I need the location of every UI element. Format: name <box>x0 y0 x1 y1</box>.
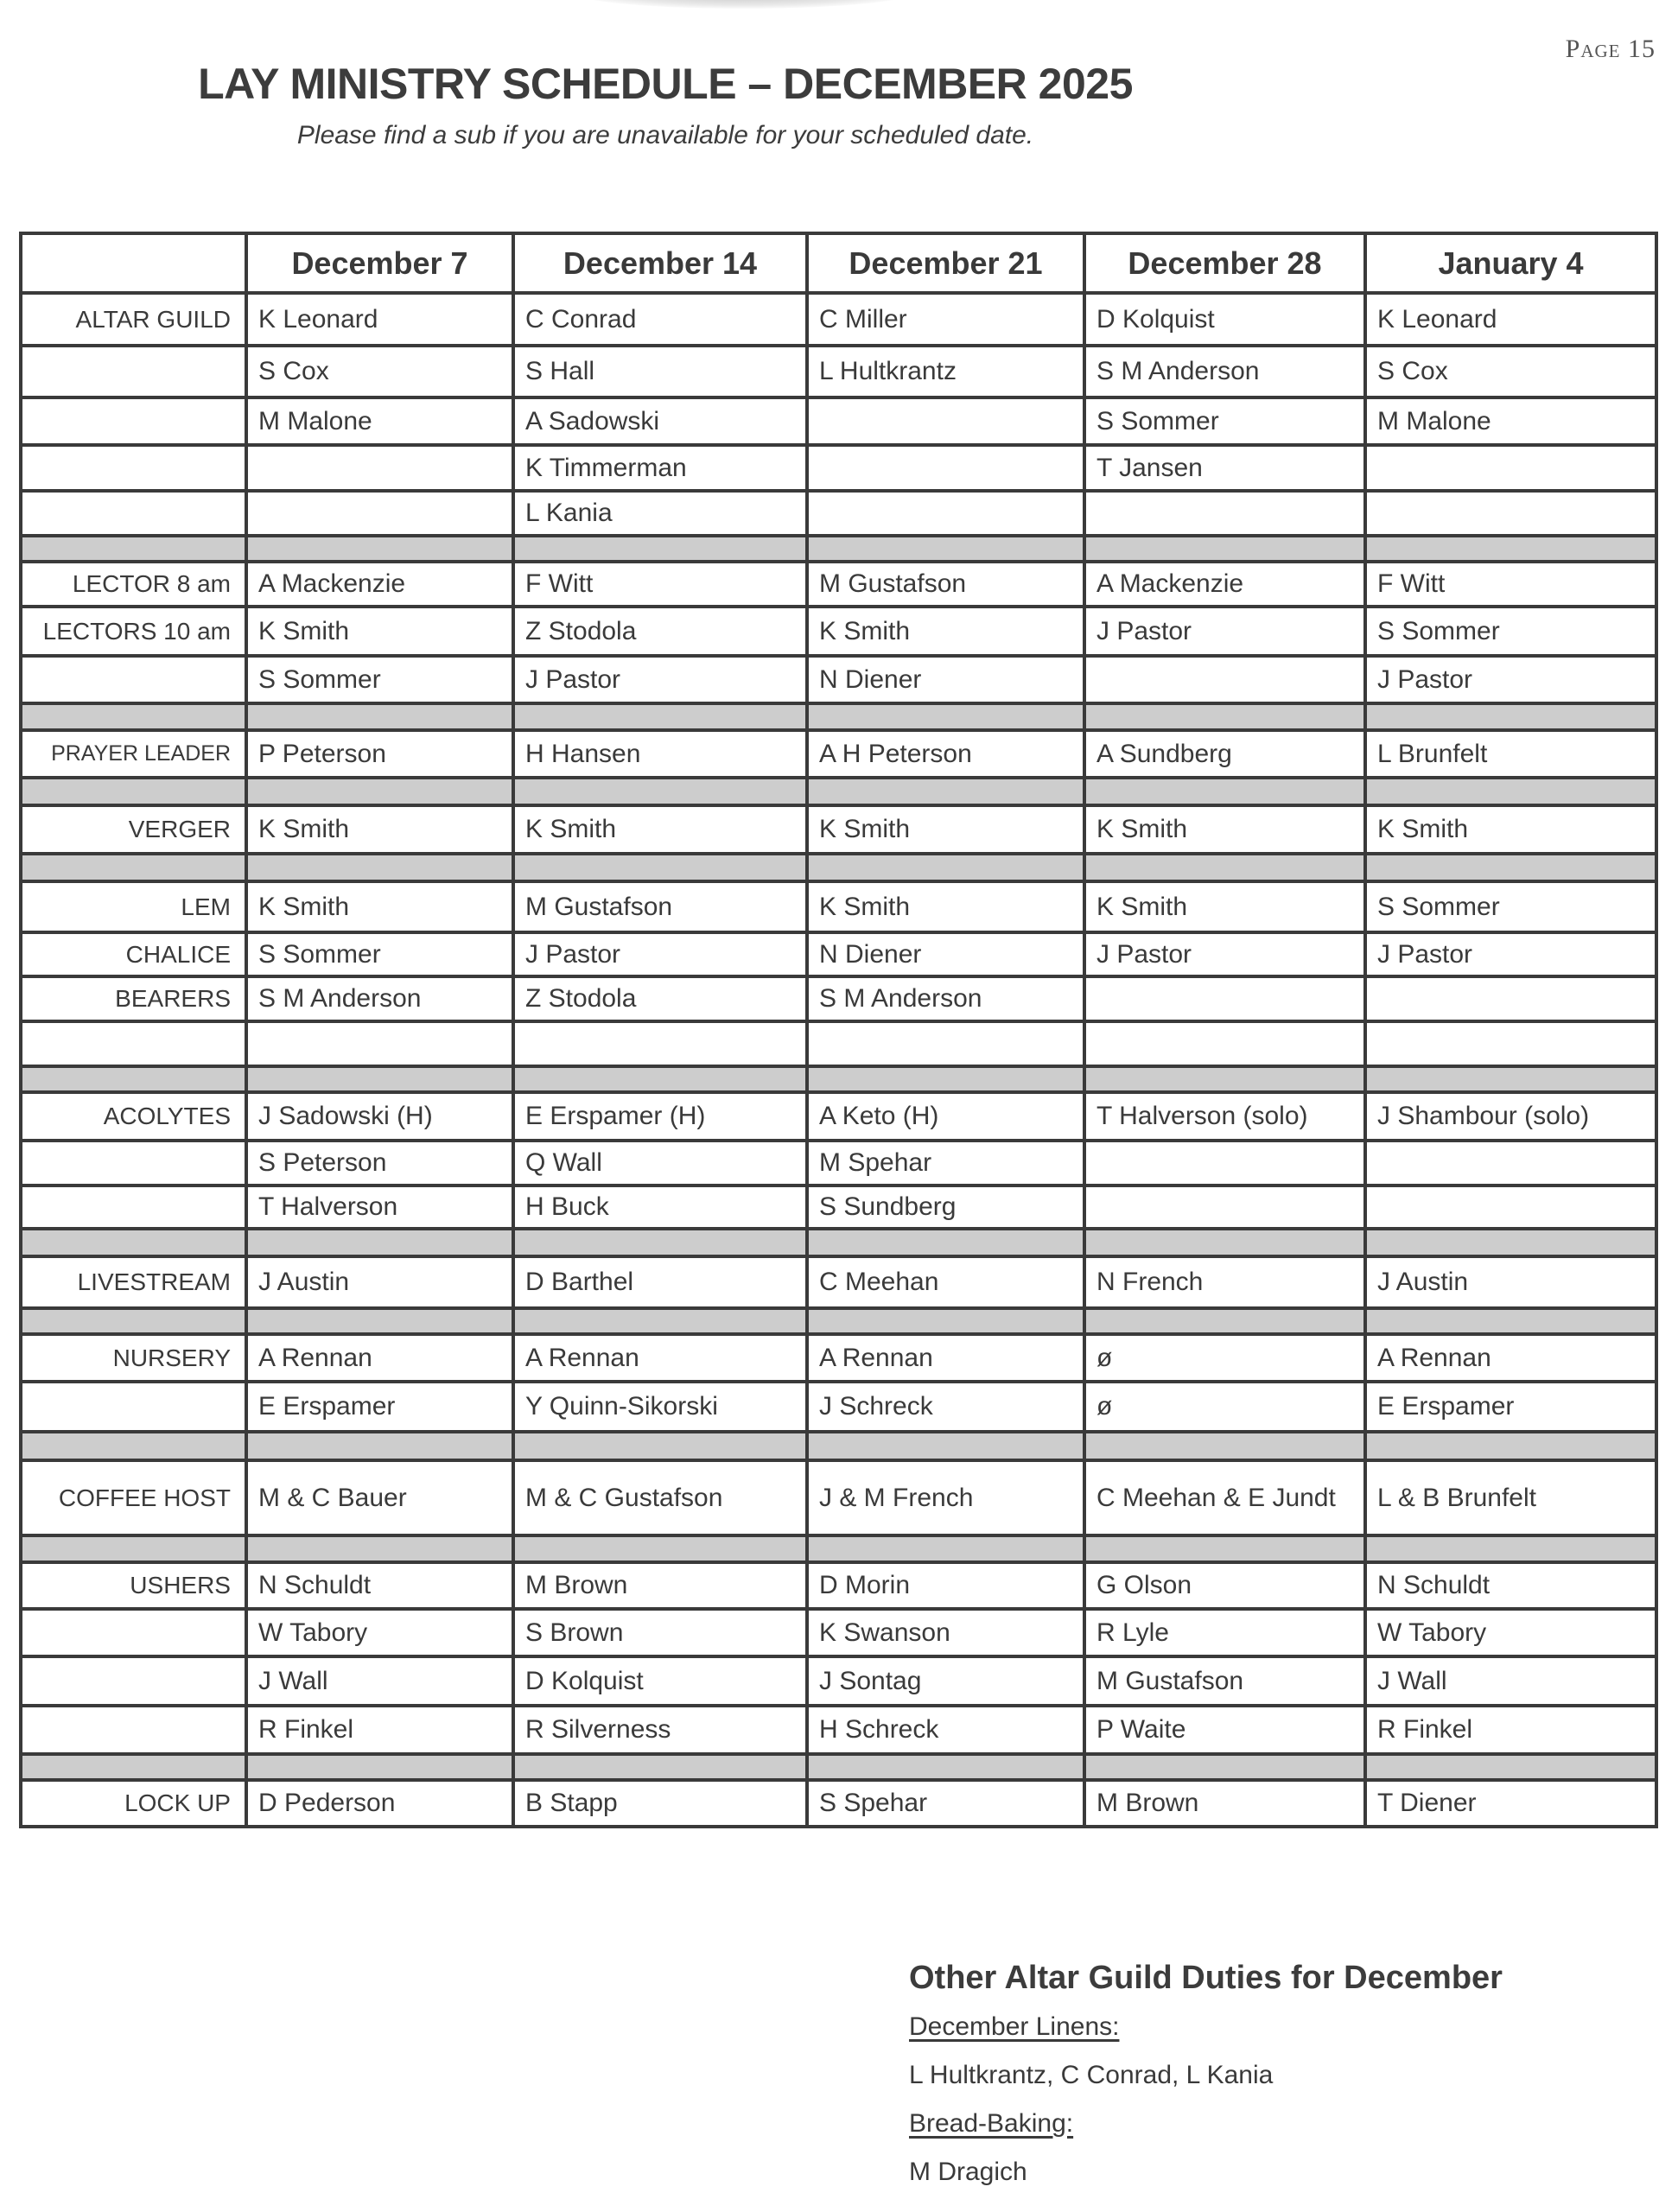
role-label: BEARERS <box>21 976 246 1021</box>
assignment-cell <box>1365 1021 1656 1066</box>
separator-row <box>21 1308 1656 1334</box>
assignment-cell: S M Anderson <box>807 976 1084 1021</box>
separator-cell <box>1365 1535 1656 1562</box>
assignment-cell: G Olson <box>1084 1562 1365 1609</box>
other-duties-heading: Other Altar Guild Duties for December <box>909 1960 1503 1996</box>
separator-cell <box>1084 536 1365 562</box>
separator-cell <box>807 778 1084 805</box>
separator-cell <box>1365 1432 1656 1460</box>
column-header: December 28 <box>1084 233 1365 293</box>
separator-cell <box>1365 778 1656 805</box>
separator-cell <box>807 703 1084 730</box>
role-label: NURSERY <box>21 1334 246 1382</box>
role-label <box>21 1609 246 1656</box>
separator-cell <box>513 1535 807 1562</box>
separator-row <box>21 703 1656 730</box>
column-header: December 21 <box>807 233 1084 293</box>
assignment-cell: S M Anderson <box>1084 346 1365 397</box>
separator-cell <box>1365 536 1656 562</box>
assignment-cell: W Tabory <box>1365 1609 1656 1656</box>
separator-cell <box>1084 1754 1365 1780</box>
separator-cell <box>513 703 807 730</box>
column-header: December 7 <box>246 233 513 293</box>
separator-cell <box>246 778 513 805</box>
assignment-cell: J Pastor <box>513 932 807 976</box>
table-row <box>21 932 1656 976</box>
assignment-cell: A Rennan <box>1365 1334 1656 1382</box>
role-label: ALTAR GUILD <box>21 293 246 346</box>
table-row <box>21 1609 1656 1656</box>
separator-cell <box>21 536 246 562</box>
separator-cell <box>1365 854 1656 881</box>
assignment-cell: S M Anderson <box>246 976 513 1021</box>
assignment-cell: S Hall <box>513 346 807 397</box>
assignment-cell <box>1365 445 1656 491</box>
assignment-cell: A Rennan <box>807 1334 1084 1382</box>
table-row <box>21 881 1656 932</box>
separator-row <box>21 1066 1656 1092</box>
assignment-cell: P Peterson <box>246 730 513 778</box>
role-label: CHALICE <box>21 932 246 976</box>
table-row <box>21 1185 1656 1229</box>
assignment-cell: S Brown <box>513 1609 807 1656</box>
assignment-cell: A Sadowski <box>513 397 807 445</box>
assignment-cell <box>246 491 513 536</box>
assignment-cell: R Finkel <box>1365 1706 1656 1754</box>
assignment-cell: W Tabory <box>246 1609 513 1656</box>
assignment-cell: J Wall <box>246 1656 513 1706</box>
separator-cell <box>1084 778 1365 805</box>
assignment-cell: J Pastor <box>1084 932 1365 976</box>
role-label: VERGER <box>21 805 246 854</box>
separator-cell <box>1084 1535 1365 1562</box>
table-row <box>21 293 1656 346</box>
table-row <box>21 1334 1656 1382</box>
assignment-cell: S Spehar <box>807 1780 1084 1827</box>
assignment-cell: K Leonard <box>246 293 513 346</box>
table-row <box>21 1256 1656 1308</box>
assignment-cell: K Smith <box>807 881 1084 932</box>
separator-cell <box>246 1754 513 1780</box>
role-label: PRAYER LEADER <box>21 730 246 778</box>
assignment-cell <box>1084 1021 1365 1066</box>
assignment-cell <box>1365 491 1656 536</box>
separator-cell <box>21 1754 246 1780</box>
role-label <box>21 1021 246 1066</box>
table-row <box>21 445 1656 491</box>
separator-cell <box>513 1432 807 1460</box>
separator-cell <box>513 1066 807 1092</box>
assignment-cell: M Brown <box>1084 1780 1365 1827</box>
assignment-cell: J Pastor <box>1365 656 1656 703</box>
role-label <box>21 1382 246 1432</box>
schedule-body <box>21 293 1656 1827</box>
separator-cell <box>246 1308 513 1334</box>
separator-row <box>21 854 1656 881</box>
assignment-cell: K Smith <box>1084 881 1365 932</box>
assignment-cell: J Austin <box>246 1256 513 1308</box>
assignment-cell: C Meehan & E Jundt <box>1084 1460 1365 1535</box>
other-duties-section <box>909 1960 1652 2206</box>
table-row <box>21 346 1656 397</box>
assignment-cell: K Smith <box>1365 805 1656 854</box>
separator-cell <box>21 1535 246 1562</box>
separator-cell <box>21 703 246 730</box>
assignment-cell: L & B Brunfelt <box>1365 1460 1656 1535</box>
assignment-cell: S Cox <box>1365 346 1656 397</box>
assignment-cell: S Sundberg <box>807 1185 1084 1229</box>
page-number: Page 15 <box>1565 35 1656 63</box>
table-row <box>21 1382 1656 1432</box>
separator-cell <box>246 1432 513 1460</box>
duty-value-linens: L Hultkrantz, C Conrad, L Kania <box>909 2061 1274 2089</box>
assignment-cell: N Diener <box>807 656 1084 703</box>
table-row <box>21 730 1656 778</box>
role-label <box>21 1656 246 1706</box>
assignment-cell <box>1084 976 1365 1021</box>
role-label: USHERS <box>21 1562 246 1609</box>
assignment-cell: A Rennan <box>513 1334 807 1382</box>
separator-cell <box>1084 1432 1365 1460</box>
duty-label-bread: Bread-Baking: <box>909 2109 1074 2138</box>
assignment-cell: A Rennan <box>246 1334 513 1382</box>
assignment-cell: L Hultkrantz <box>807 346 1084 397</box>
assignment-cell: D Morin <box>807 1562 1084 1609</box>
assignment-cell: K Smith <box>807 607 1084 656</box>
table-row <box>21 1092 1656 1141</box>
assignment-cell: H Schreck <box>807 1706 1084 1754</box>
table-row <box>21 1460 1656 1535</box>
assignment-cell: J Sadowski (H) <box>246 1092 513 1141</box>
separator-cell <box>1084 703 1365 730</box>
assignment-cell: K Smith <box>246 805 513 854</box>
assignment-cell: A Mackenzie <box>1084 562 1365 607</box>
table-row <box>21 656 1656 703</box>
separator-cell <box>1084 1229 1365 1256</box>
assignment-cell: H Buck <box>513 1185 807 1229</box>
separator-cell <box>513 1754 807 1780</box>
assignment-cell: M & C Gustafson <box>513 1460 807 1535</box>
assignment-cell <box>1365 1141 1656 1185</box>
separator-cell <box>1365 703 1656 730</box>
separator-cell <box>513 1308 807 1334</box>
separator-cell <box>246 854 513 881</box>
assignment-cell <box>1365 1185 1656 1229</box>
separator-cell <box>807 1308 1084 1334</box>
assignment-cell: B Stapp <box>513 1780 807 1827</box>
separator-cell <box>807 1754 1084 1780</box>
separator-row <box>21 1754 1656 1780</box>
assignment-cell: E Erspamer (H) <box>513 1092 807 1141</box>
table-row <box>21 1021 1656 1066</box>
assignment-cell: D Pederson <box>246 1780 513 1827</box>
duty-label-linens: December Linens: <box>909 2012 1120 2041</box>
assignment-cell: S Sommer <box>246 656 513 703</box>
assignment-cell: Z Stodola <box>513 607 807 656</box>
assignment-cell: J Pastor <box>513 656 807 703</box>
table-row <box>21 1141 1656 1185</box>
assignment-cell: S Cox <box>246 346 513 397</box>
separator-cell <box>807 1066 1084 1092</box>
separator-cell <box>246 703 513 730</box>
assignment-cell: K Timmerman <box>513 445 807 491</box>
assignment-cell: S Sommer <box>246 932 513 976</box>
separator-cell <box>1084 854 1365 881</box>
assignment-cell: K Swanson <box>807 1609 1084 1656</box>
role-label: ACOLYTES <box>21 1092 246 1141</box>
assignment-cell: T Halverson (solo) <box>1084 1092 1365 1141</box>
assignment-cell: C Conrad <box>513 293 807 346</box>
role-label: LECTORS 10 am <box>21 607 246 656</box>
assignment-cell: T Halverson <box>246 1185 513 1229</box>
assignment-cell: R Silverness <box>513 1706 807 1754</box>
assignment-cell: Z Stodola <box>513 976 807 1021</box>
assignment-cell: J Schreck <box>807 1382 1084 1432</box>
page-title: LAY MINISTRY SCHEDULE – DECEMBER 2025 <box>198 60 1133 108</box>
assignment-cell: S Sommer <box>1365 607 1656 656</box>
separator-cell <box>1084 1066 1365 1092</box>
assignment-cell: J Pastor <box>1084 607 1365 656</box>
separator-cell <box>21 1432 246 1460</box>
assignment-cell: A H Peterson <box>807 730 1084 778</box>
assignment-cell: K Smith <box>246 881 513 932</box>
assignment-cell: D Barthel <box>513 1256 807 1308</box>
page-subtitle: Please find a sub if you are unavailable for your scheduled date. <box>296 121 1034 149</box>
assignment-cell: ø <box>1084 1334 1365 1382</box>
assignment-cell: F Witt <box>513 562 807 607</box>
table-row <box>21 976 1656 1021</box>
table-row <box>21 805 1656 854</box>
role-label: LOCK UP <box>21 1780 246 1827</box>
separator-cell <box>513 536 807 562</box>
table-row <box>21 397 1656 445</box>
assignment-cell: R Lyle <box>1084 1609 1365 1656</box>
role-label <box>21 1185 246 1229</box>
separator-row <box>21 778 1656 805</box>
assignment-cell: M Spehar <box>807 1141 1084 1185</box>
assignment-cell: M Gustafson <box>513 881 807 932</box>
role-label <box>21 445 246 491</box>
separator-cell <box>21 854 246 881</box>
role-label: COFFEE HOST <box>21 1460 246 1535</box>
separator-cell <box>513 778 807 805</box>
assignment-cell: N Diener <box>807 932 1084 976</box>
assignment-cell: E Erspamer <box>1365 1382 1656 1432</box>
table-row <box>21 1706 1656 1754</box>
separator-cell <box>246 536 513 562</box>
role-label: LECTOR 8 am <box>21 562 246 607</box>
assignment-cell: K Smith <box>513 805 807 854</box>
role-label <box>21 491 246 536</box>
table-row <box>21 1780 1656 1827</box>
assignment-cell: N Schuldt <box>246 1562 513 1609</box>
duty-value-bread: M Dragich <box>909 2158 1027 2186</box>
assignment-cell: M Gustafson <box>1084 1656 1365 1706</box>
assignment-cell <box>807 491 1084 536</box>
assignment-cell <box>246 1021 513 1066</box>
table-row <box>21 562 1656 607</box>
assignment-cell: C Meehan <box>807 1256 1084 1308</box>
role-label <box>21 656 246 703</box>
table-row <box>21 1562 1656 1609</box>
assignment-cell: R Finkel <box>246 1706 513 1754</box>
role-label <box>21 1141 246 1185</box>
separator-cell <box>246 1535 513 1562</box>
table-row <box>21 491 1656 536</box>
header-row <box>21 233 1656 293</box>
separator-cell <box>1084 1308 1365 1334</box>
assignment-cell: P Waite <box>1084 1706 1365 1754</box>
assignment-cell: S Sommer <box>1365 881 1656 932</box>
separator-cell <box>21 778 246 805</box>
assignment-cell <box>807 445 1084 491</box>
separator-row <box>21 1535 1656 1562</box>
assignment-cell: M Malone <box>246 397 513 445</box>
assignment-cell: M Gustafson <box>807 562 1084 607</box>
separator-row <box>21 536 1656 562</box>
separator-cell <box>1365 1308 1656 1334</box>
assignment-cell <box>807 1021 1084 1066</box>
separator-cell <box>1365 1229 1656 1256</box>
role-label: LEM <box>21 881 246 932</box>
separator-cell <box>21 1066 246 1092</box>
assignment-cell: J Sontag <box>807 1656 1084 1706</box>
separator-cell <box>21 1308 246 1334</box>
assignment-cell: D Kolquist <box>513 1656 807 1706</box>
assignment-cell <box>807 397 1084 445</box>
separator-cell <box>21 1229 246 1256</box>
assignment-cell <box>246 445 513 491</box>
table-row <box>21 607 1656 656</box>
assignment-cell: K Smith <box>1084 805 1365 854</box>
separator-cell <box>513 854 807 881</box>
assignment-cell: L Brunfelt <box>1365 730 1656 778</box>
role-label <box>21 346 246 397</box>
separator-cell <box>807 536 1084 562</box>
assignment-cell <box>1084 491 1365 536</box>
separator-cell <box>513 1229 807 1256</box>
assignment-cell: S Peterson <box>246 1141 513 1185</box>
separator-cell <box>807 1535 1084 1562</box>
assignment-cell: A Mackenzie <box>246 562 513 607</box>
assignment-cell <box>1084 656 1365 703</box>
assignment-cell: N Schuldt <box>1365 1562 1656 1609</box>
assignment-cell: A Sundberg <box>1084 730 1365 778</box>
assignment-cell: Y Quinn-Sikorski <box>513 1382 807 1432</box>
assignment-cell: T Jansen <box>1084 445 1365 491</box>
separator-cell <box>1365 1066 1656 1092</box>
column-header: December 14 <box>513 233 807 293</box>
assignment-cell: M & C Bauer <box>246 1460 513 1535</box>
assignment-cell <box>1084 1141 1365 1185</box>
separator-cell <box>1365 1754 1656 1780</box>
assignment-cell: M Brown <box>513 1562 807 1609</box>
assignment-cell: M Malone <box>1365 397 1656 445</box>
assignment-cell: C Miller <box>807 293 1084 346</box>
separator-cell <box>807 1229 1084 1256</box>
assignment-cell <box>1084 1185 1365 1229</box>
assignment-cell: A Keto (H) <box>807 1092 1084 1141</box>
assignment-cell: S Sommer <box>1084 397 1365 445</box>
separator-row <box>21 1432 1656 1460</box>
assignment-cell <box>513 1021 807 1066</box>
assignment-cell: D Kolquist <box>1084 293 1365 346</box>
separator-cell <box>246 1066 513 1092</box>
header-corner <box>21 233 246 293</box>
assignment-cell: J Austin <box>1365 1256 1656 1308</box>
role-label <box>21 1706 246 1754</box>
assignment-cell: J Pastor <box>1365 932 1656 976</box>
schedule-table <box>19 232 1658 1828</box>
role-label <box>21 397 246 445</box>
assignment-cell: ø <box>1084 1382 1365 1432</box>
separator-cell <box>807 854 1084 881</box>
assignment-cell: Q Wall <box>513 1141 807 1185</box>
assignment-cell: F Witt <box>1365 562 1656 607</box>
assignment-cell: T Diener <box>1365 1780 1656 1827</box>
separator-row <box>21 1229 1656 1256</box>
scan-shadow <box>570 0 916 9</box>
assignment-cell: H Hansen <box>513 730 807 778</box>
assignment-cell: J & M French <box>807 1460 1084 1535</box>
assignment-cell: K Leonard <box>1365 293 1656 346</box>
assignment-cell: K Smith <box>246 607 513 656</box>
assignment-cell: J Wall <box>1365 1656 1656 1706</box>
role-label: LIVESTREAM <box>21 1256 246 1308</box>
assignment-cell: L Kania <box>513 491 807 536</box>
assignment-cell: N French <box>1084 1256 1365 1308</box>
assignment-cell: K Smith <box>807 805 1084 854</box>
assignment-cell: E Erspamer <box>246 1382 513 1432</box>
separator-cell <box>807 1432 1084 1460</box>
table-row <box>21 1656 1656 1706</box>
assignment-cell <box>1365 976 1656 1021</box>
assignment-cell: J Shambour (solo) <box>1365 1092 1656 1141</box>
column-header: January 4 <box>1365 233 1656 293</box>
separator-cell <box>246 1229 513 1256</box>
